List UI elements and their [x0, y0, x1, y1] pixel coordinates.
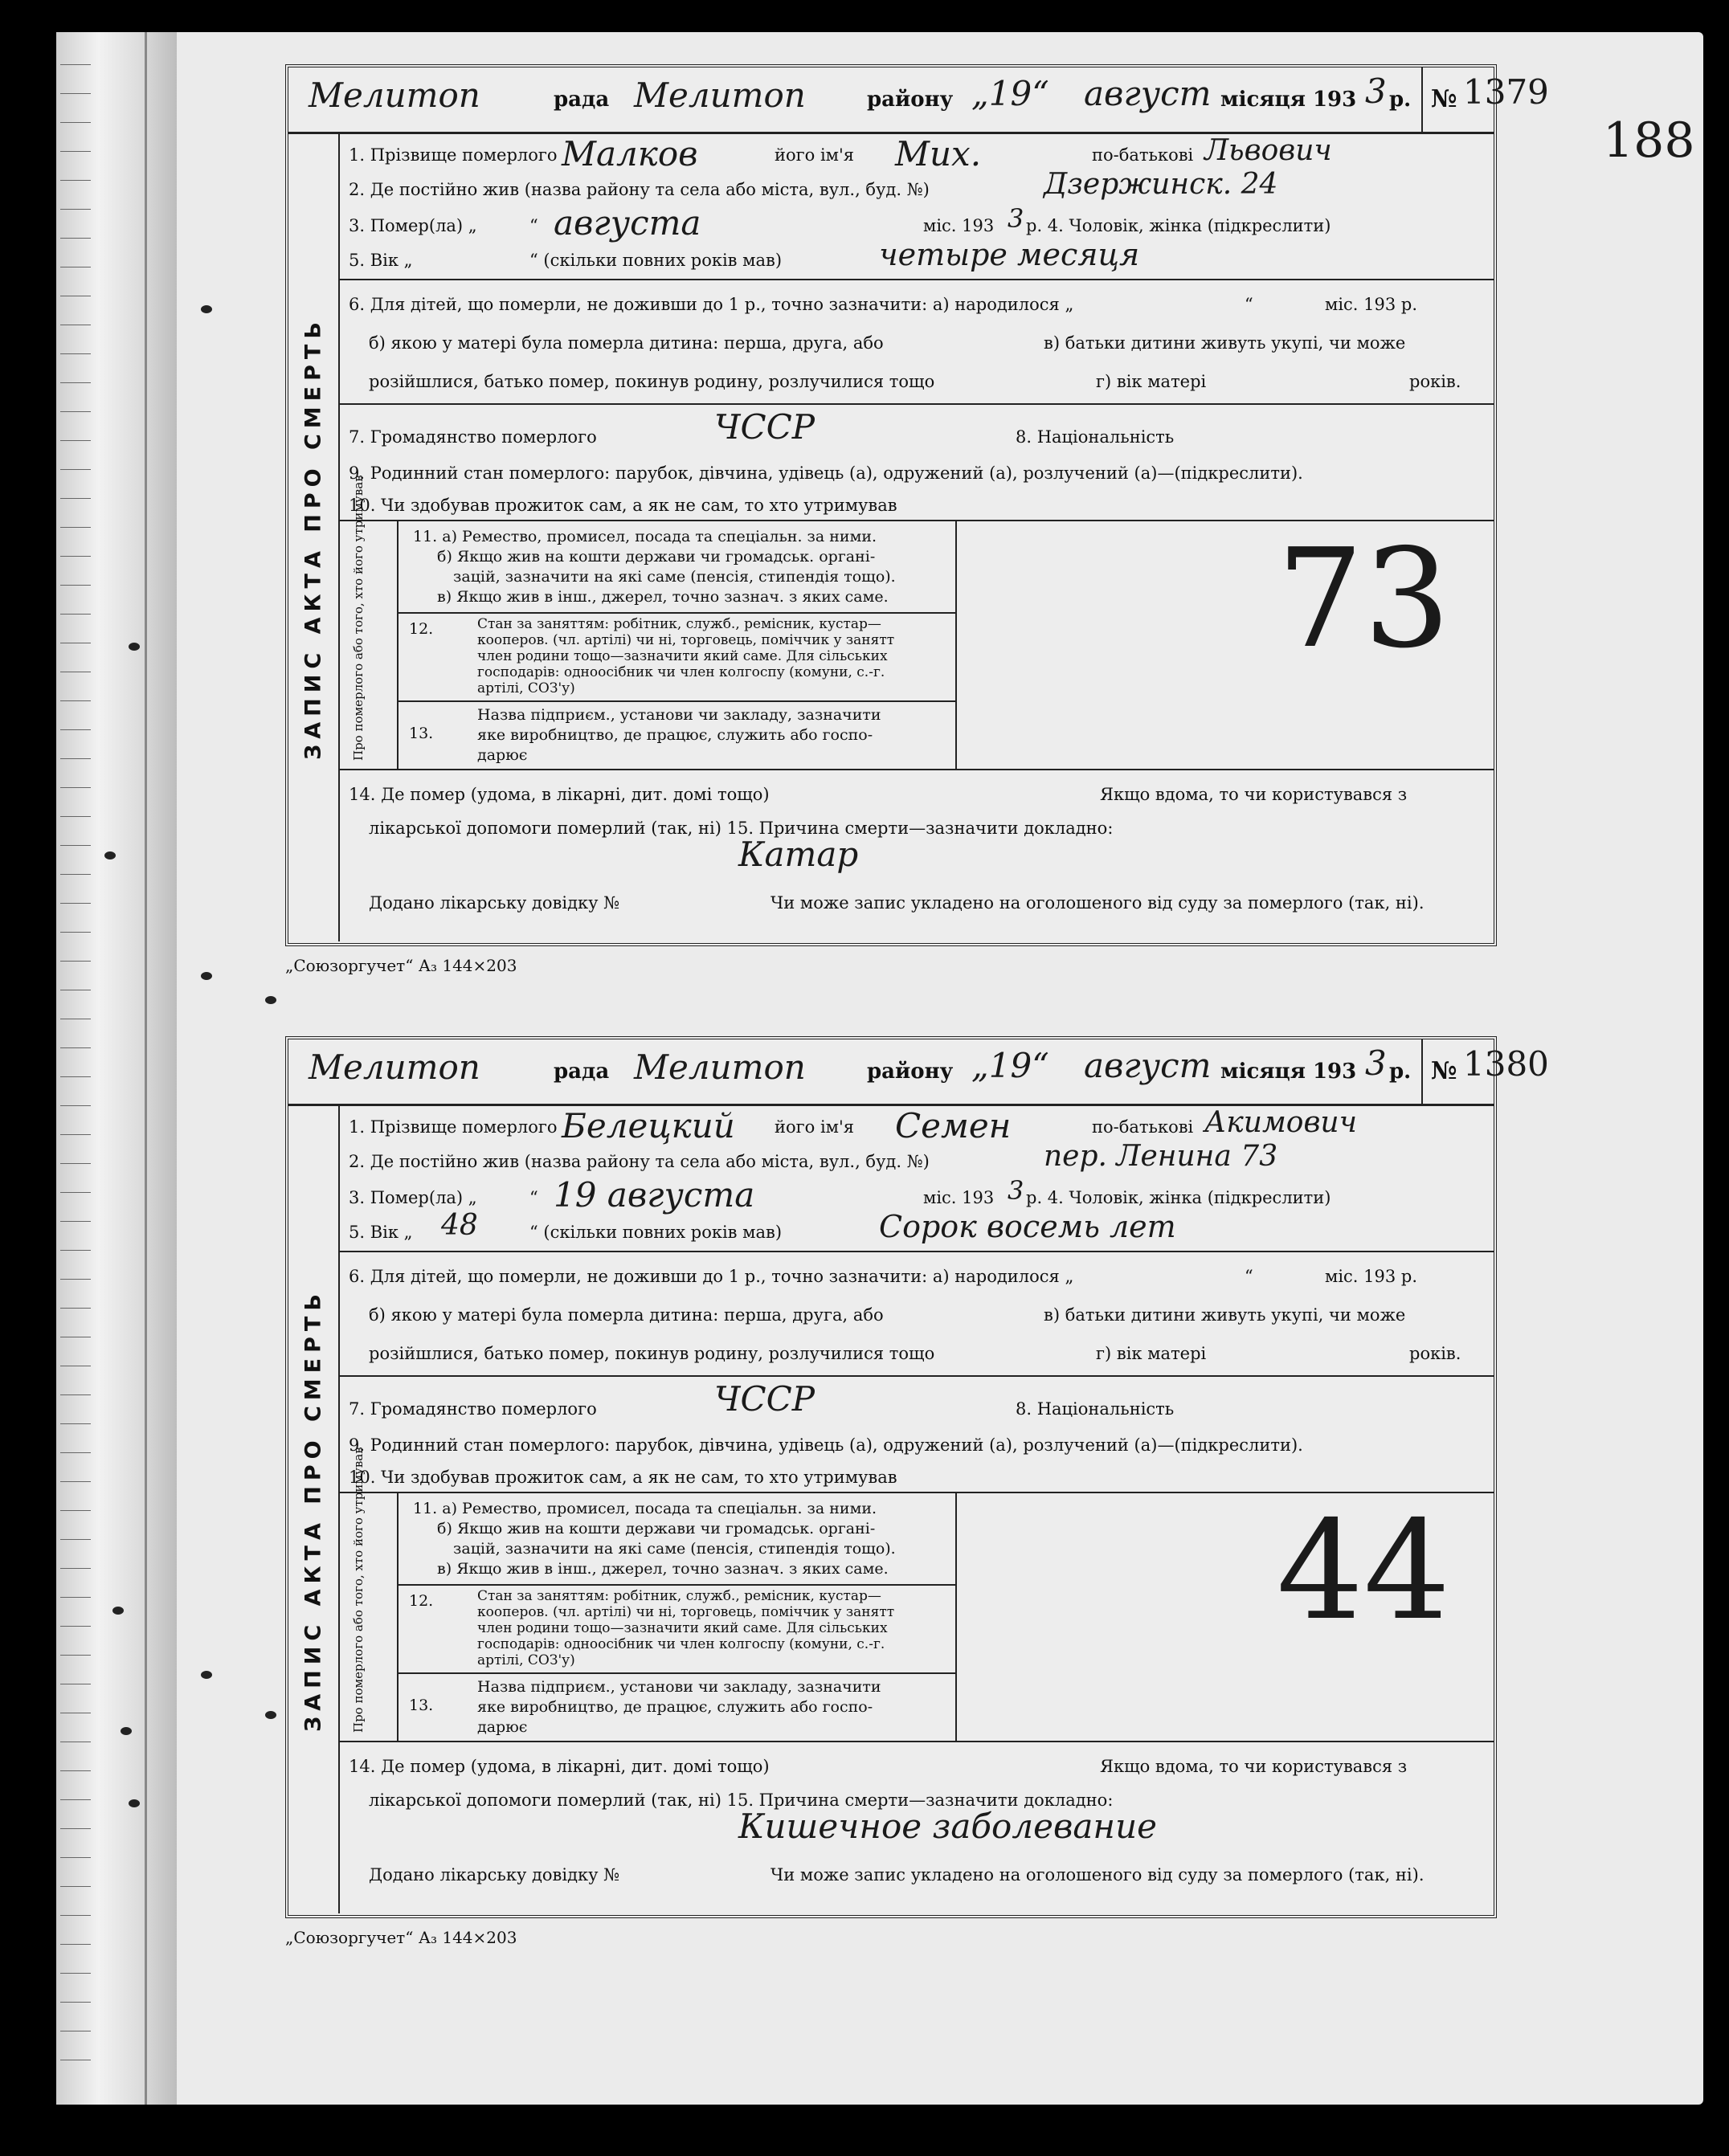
- ledger-line: [60, 787, 91, 788]
- month-label: місяця 193: [1220, 1060, 1357, 1084]
- ledger-line: [60, 903, 91, 904]
- field-died-year-value: 3: [1008, 1175, 1024, 1206]
- ledger-line: [60, 527, 91, 528]
- field-child-born-quote: “: [1245, 295, 1253, 314]
- rule: [338, 1741, 1494, 1742]
- field-name-label: його ім'я: [775, 145, 855, 165]
- ledger-line: [60, 469, 91, 470]
- rule: [397, 700, 955, 702]
- ledger-line: [60, 1597, 91, 1598]
- field-child-order-label: б) якою у матері була померла дитина: перша, друга, або: [369, 1305, 884, 1325]
- ledger-line: [60, 932, 91, 933]
- rule: [397, 1672, 955, 1674]
- field-13-number: 13.: [409, 1697, 434, 1714]
- field-died-label: 3. Помер(ла) „: [349, 1188, 477, 1207]
- year-suffix: р.: [1389, 1060, 1412, 1084]
- ledger-line: [60, 2002, 91, 2003]
- field-mother-age-years: років.: [1409, 1344, 1461, 1363]
- death-record-form-2: [285, 1036, 1549, 1918]
- ledger-line: [60, 1452, 91, 1453]
- rule: [397, 1584, 955, 1586]
- ledger-line: [60, 1886, 91, 1887]
- ledger-line: [60, 1799, 91, 1800]
- field-patronymic-label: по-батькові: [1092, 1117, 1194, 1137]
- side-title: ЗАПИС АКТА ПРО СМЕРТЬ: [288, 1106, 340, 1913]
- field-medical-help-label: Якщо вдома, то чи користувався з: [1100, 1757, 1408, 1776]
- district-handwritten: Мелитоп: [634, 76, 806, 115]
- field-died-value: августа: [554, 203, 701, 243]
- field-12-line-c: член родини тощо—зазначити який саме. Для сільських: [477, 1620, 888, 1636]
- record-number: 1379: [1463, 72, 1549, 112]
- divider: [397, 1492, 399, 1741]
- rule: [338, 403, 1494, 405]
- council-label: рада: [554, 1060, 610, 1084]
- field-occupation-b: б) Якщо жив на кошти держави чи громадськ. органі-: [437, 548, 876, 566]
- field-mother-age-years: років.: [1409, 372, 1461, 391]
- ledger-line: [60, 729, 91, 730]
- field-surname-value: Белецкий: [562, 1106, 735, 1145]
- field-age-label: 5. Вік „: [349, 1223, 413, 1242]
- field-support-label: 10. Чи здобував прожиток сам, а як не сам, то хто утримував: [349, 1468, 897, 1487]
- field-died-label: 3. Помер(ла) „: [349, 216, 477, 235]
- field-surname-label: 1. Прізвище померлого: [349, 1117, 558, 1137]
- ledger-line: [60, 209, 91, 210]
- binding-hole: [201, 305, 212, 313]
- field-12-line-a: Стан за заняттям: робітник, служб., ремісник, кустар—: [477, 1588, 881, 1604]
- year-suffix: р.: [1389, 88, 1412, 112]
- field-12-line-e: артілі, СОЗ'у): [477, 680, 575, 696]
- field-patronymic-value: Львович: [1204, 134, 1332, 167]
- ledger-line: [60, 1134, 91, 1135]
- ledger-line: [60, 1423, 91, 1424]
- field-13-line-a: Назва підприєм., установи чи закладу, зазначити: [477, 706, 881, 724]
- field-cause-label: лікарської допомоги померлий (так, ні) 15. Причина смерти—зазначити докладно:: [369, 1791, 1114, 1810]
- death-record-form-1: [285, 64, 1549, 946]
- form-header: [288, 1039, 1549, 1106]
- ledger-line: [60, 498, 91, 499]
- form-body: [288, 134, 1494, 941]
- side-subtitle: Про померлого або того, хто його утримував: [351, 475, 366, 761]
- ledger-line: [60, 1828, 91, 1829]
- ledger-line: [60, 1394, 91, 1395]
- ledger-line: [60, 382, 91, 383]
- field-place-of-death-label: 14. Де помер (удома, в лікарні, дит. домі тощо): [349, 785, 770, 804]
- field-died-value: 19 августа: [554, 1175, 755, 1215]
- side-subtitle: Про померлого або того, хто його утримував: [351, 1447, 366, 1733]
- divider: [1421, 67, 1423, 132]
- ledger-line: [60, 411, 91, 412]
- year-handwritten: 3: [1365, 1043, 1387, 1083]
- ledger-line: [60, 1076, 91, 1077]
- month-handwritten: август: [1084, 74, 1212, 113]
- ledger-line: [60, 1105, 91, 1106]
- ledger-line: [60, 874, 91, 875]
- ledger-line: [60, 758, 91, 759]
- field-age-desc: “ (скільки повних років мав): [529, 251, 783, 270]
- binding-hole: [265, 996, 276, 1004]
- field-13-line-b: яке виробництво, де працює, служить або госпо-: [477, 1698, 873, 1716]
- field-surname-label: 1. Прізвище померлого: [349, 145, 558, 165]
- day-handwritten: „19“: [971, 74, 1049, 113]
- field-mother-age-label: г) вік матері: [1096, 372, 1207, 391]
- field-parents-status-label: розійшлися, батько помер, покинув родину, розлучилися тощо: [369, 1344, 935, 1363]
- rule: [397, 612, 955, 614]
- district-handwritten: Мелитоп: [634, 1047, 806, 1087]
- ledger-line: [60, 556, 91, 557]
- field-13-line-b: яке виробництво, де працює, служить або госпо-: [477, 726, 873, 744]
- binding-hole: [121, 1727, 132, 1735]
- field-12-line-a: Стан за заняттям: робітник, служб., ремісник, кустар—: [477, 616, 881, 632]
- binding-hole: [201, 1671, 212, 1679]
- field-citizenship-label: 7. Громадянство померлого: [349, 427, 597, 447]
- ledger-line: [60, 816, 91, 817]
- field-residence-label: 2. Де постійно жив (назва району та села або міста, вул., буд. №): [349, 180, 930, 199]
- field-court-label: Чи може запис укладено на оголошеного від суду за померлого (так, ні).: [770, 893, 1424, 913]
- year-handwritten: 3: [1365, 71, 1387, 111]
- day-handwritten: „19“: [971, 1046, 1049, 1085]
- ledger-line: [60, 1568, 91, 1569]
- field-cause-label: лікарської допомоги померлий (так, ні) 15. Причина смерти—зазначити докладно:: [369, 819, 1114, 838]
- field-12-line-e: артілі, СОЗ'у): [477, 1652, 575, 1668]
- month-handwritten: август: [1084, 1046, 1212, 1085]
- field-occupation-b2: зацій, зазначити на які саме (пенсія, стипендія тощо).: [453, 568, 896, 586]
- field-age-words: четыре месяця: [879, 237, 1140, 272]
- district-label: району: [867, 88, 954, 112]
- field-occupation-a: 11. а) Ремество, промисел, посада та спеціальн. за ними.: [413, 528, 877, 545]
- field-12-line-c: член родини тощо—зазначити який саме. Для сільських: [477, 648, 888, 664]
- rule: [338, 1251, 1494, 1252]
- field-marital-label: 9. Родинний стан померлого: парубок, дівчина, удівець (а), одружений (а), розлучений (а)—(підкреслити).: [349, 463, 1303, 483]
- field-13-line-c: дарює: [477, 746, 528, 764]
- binding-hole: [129, 1799, 140, 1807]
- ledger-line: [60, 1221, 91, 1222]
- divider: [955, 1492, 957, 1741]
- field-12-line-b: кооперов. (чл. артілі) чи ні, торговець, поміччик у занятт: [477, 1604, 895, 1620]
- rule: [338, 769, 1494, 770]
- side-title: ЗАПИС АКТА ПРО СМЕРТЬ: [288, 134, 340, 941]
- field-occupation-c: в) Якщо жив в інш., джерел, точно зазнач. з яких саме.: [437, 1560, 889, 1578]
- field-parents-label: в) батьки дитини живуть укупі, чи може: [1044, 333, 1406, 353]
- field-age-label: 5. Вік „: [349, 251, 413, 270]
- field-name-label: його ім'я: [775, 1117, 855, 1137]
- council-handwritten: Мелитоп: [309, 76, 480, 115]
- field-child-order-label: б) якою у матері була померла дитина: перша, друга, або: [369, 333, 884, 353]
- ledger-line: [60, 1915, 91, 1916]
- ledger-line: [60, 1655, 91, 1656]
- ledger-line: [60, 1770, 91, 1771]
- ledger-line: [60, 151, 91, 152]
- binding-hole: [201, 972, 212, 980]
- field-parents-label: в) батьки дитини живуть укупі, чи може: [1044, 1305, 1406, 1325]
- ledger-line: [60, 585, 91, 586]
- ledger-line: [60, 1279, 91, 1280]
- ledger-line: [60, 1481, 91, 1482]
- ledger-line: [60, 122, 91, 123]
- field-citizenship-label: 7. Громадянство померлого: [349, 1399, 597, 1419]
- number-label: №: [1431, 1057, 1457, 1085]
- ledger-line: [60, 1539, 91, 1540]
- field-occupation-c: в) Якщо жив в інш., джерел, точно зазнач. з яких саме.: [437, 588, 889, 606]
- ledger-line: [60, 353, 91, 354]
- ledger-line: [60, 1308, 91, 1309]
- ledger-line: [60, 1163, 91, 1164]
- field-residence-value: пер. Ленина 73: [1044, 1140, 1278, 1173]
- field-child-born-quote: “: [1245, 1267, 1253, 1286]
- ledger-line: [60, 1510, 91, 1511]
- field-surname-value: Малков: [562, 134, 698, 174]
- rule: [338, 279, 1494, 280]
- field-12-line-d: господарів: одноосібник чи член колгоспу (комуни, с.-г.: [477, 1636, 885, 1652]
- field-13-number: 13.: [409, 725, 434, 742]
- council-handwritten: Мелитоп: [309, 1047, 480, 1087]
- binding-edge: [145, 32, 147, 2105]
- council-label: рада: [554, 88, 610, 112]
- field-medical-help-label: Якщо вдома, то чи користувався з: [1100, 785, 1408, 804]
- field-died-month-label: міс. 193: [923, 1188, 995, 1207]
- ledger-line: [60, 1857, 91, 1858]
- month-label: місяця 193: [1220, 88, 1357, 112]
- field-certificate-label: Додано лікарську довідку №: [369, 1865, 620, 1884]
- field-13-line-a: Назва підприєм., установи чи закладу, зазначити: [477, 1678, 881, 1696]
- binding-hole: [112, 1607, 124, 1615]
- field-support-label: 10. Чи здобував прожиток сам, а як не сам, то хто утримував: [349, 496, 897, 515]
- field-died-quote: “: [529, 1188, 538, 1207]
- ledger-line: [60, 440, 91, 441]
- field-residence-value: Дзержинск. 24: [1044, 168, 1278, 201]
- binding-hole: [129, 643, 140, 651]
- field-name-value: Мих.: [895, 134, 982, 174]
- binding-hole: [104, 851, 116, 860]
- ledger-line: [60, 1192, 91, 1193]
- handwritten-register-number: 73: [1277, 520, 1451, 679]
- form-body: [288, 1106, 1494, 1913]
- binding-hole: [265, 1711, 276, 1719]
- district-label: району: [867, 1060, 954, 1084]
- ledger-line: [60, 845, 91, 846]
- ledger-line: [60, 1973, 91, 1974]
- rule: [338, 1375, 1494, 1377]
- ledger-line: [60, 93, 91, 94]
- ledger-line: [60, 238, 91, 239]
- field-name-value: Семен: [895, 1106, 1012, 1145]
- ledger-line: [60, 1626, 91, 1627]
- number-label: №: [1431, 85, 1457, 113]
- ledger-line: [60, 64, 91, 65]
- field-12-line-d: господарів: одноосібник чи член колгоспу (комуни, с.-г.: [477, 664, 885, 680]
- field-died-year-value: 3: [1008, 203, 1024, 234]
- field-died-quote: “: [529, 216, 538, 235]
- field-occupation-b: б) Якщо жив на кошти держави чи громадськ. органі-: [437, 1520, 876, 1537]
- field-child-born-month: міс. 193 р.: [1325, 295, 1418, 314]
- imprint-2: „Союзоргучет“ А₃ 144×203: [285, 1928, 517, 1947]
- field-patronymic-value: Акимович: [1204, 1106, 1358, 1139]
- binding-strip: [56, 32, 177, 2105]
- field-12-number: 12.: [409, 1592, 434, 1610]
- field-residence-label: 2. Де постійно жив (назва району та села або міста, вул., буд. №): [349, 1152, 930, 1171]
- field-certificate-label: Додано лікарську довідку №: [369, 893, 620, 913]
- field-age-value: 48: [441, 1209, 478, 1242]
- field-sex-label: р. 4. Чоловік, жінка (підкреслити): [1026, 1188, 1331, 1207]
- ledger-line: [60, 614, 91, 615]
- ledger-line: [60, 1250, 91, 1251]
- record-number: 1380: [1463, 1044, 1549, 1084]
- field-marital-label: 9. Родинний стан померлого: парубок, дівчина, удівець (а), одружений (а), розлучений (а)—(підкреслити).: [349, 1435, 1303, 1455]
- field-mother-age-label: г) вік матері: [1096, 1344, 1207, 1363]
- field-nationality-label: 8. Національність: [1016, 1399, 1175, 1419]
- field-age-desc: “ (скільки повних років мав): [529, 1223, 783, 1242]
- page-number: 188: [1603, 112, 1695, 169]
- field-sex-label: р. 4. Чоловік, жінка (підкреслити): [1026, 216, 1331, 235]
- field-cause-value: Катар: [738, 835, 859, 874]
- field-age-words: Сорок восемь лет: [879, 1209, 1176, 1244]
- field-citizenship-value: ЧССР: [714, 407, 815, 447]
- handwritten-register-number: 44: [1277, 1492, 1451, 1651]
- ledger-line: [60, 1047, 91, 1048]
- field-12-line-b: кооперов. (чл. артілі) чи ні, торговець, поміччик у занятт: [477, 632, 895, 648]
- divider: [397, 520, 399, 769]
- field-12-number: 12.: [409, 620, 434, 638]
- field-died-month-label: міс. 193: [923, 216, 995, 235]
- field-citizenship-value: ЧССР: [714, 1379, 815, 1419]
- divider: [955, 520, 957, 769]
- field-parents-status-label: розійшлися, батько помер, покинув родину, розлучилися тощо: [369, 372, 935, 391]
- form-header: [288, 67, 1549, 134]
- divider: [1421, 1039, 1423, 1104]
- field-place-of-death-label: 14. Де помер (удома, в лікарні, дит. домі тощо): [349, 1757, 770, 1776]
- field-nationality-label: 8. Національність: [1016, 427, 1175, 447]
- field-13-line-c: дарює: [477, 1718, 528, 1736]
- field-court-label: Чи може запис укладено на оголошеного від суду за померлого (так, ні).: [770, 1865, 1424, 1884]
- ledger-line: [60, 961, 91, 962]
- ledger-line: [60, 180, 91, 181]
- field-occupation-b2: зацій, зазначити на які саме (пенсія, стипендія тощо).: [453, 1540, 896, 1558]
- field-child-born-label: 6. Для дітей, що померли, не доживши до 1 р., точно зазначити: а) народилося „: [349, 1267, 1074, 1286]
- ledger-line: [60, 1944, 91, 1945]
- field-cause-value: Кишечное заболевание: [738, 1807, 1158, 1846]
- ledger-line: [60, 700, 91, 701]
- field-occupation-a: 11. а) Ремество, промисел, посада та спеціальн. за ними.: [413, 1500, 877, 1517]
- field-child-born-label: 6. Для дітей, що померли, не доживши до 1 р., точно зазначити: а) народилося „: [349, 295, 1074, 314]
- imprint-1: „Союзоргучет“ А₃ 144×203: [285, 956, 517, 975]
- field-patronymic-label: по-батькові: [1092, 145, 1194, 165]
- field-child-born-month: міс. 193 р.: [1325, 1267, 1418, 1286]
